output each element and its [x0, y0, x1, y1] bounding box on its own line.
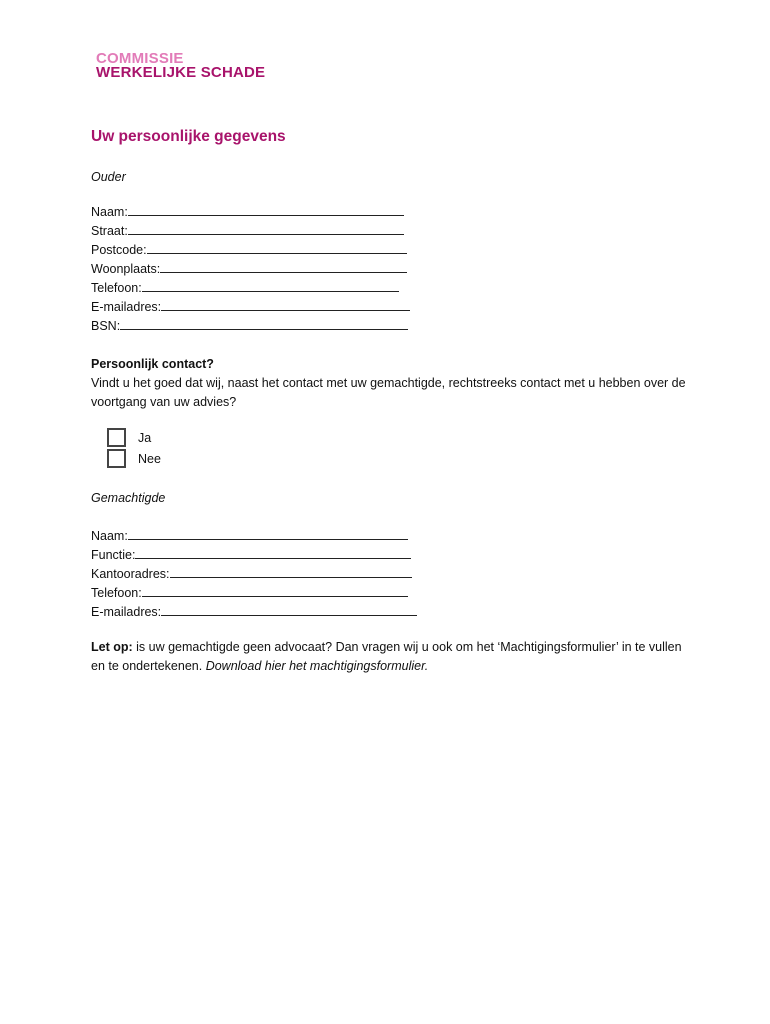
- contact-question: Vindt u het goed dat wij, naast het contact met uw gemachtigde, rechtstreeks contact met u hebben over de voortgang van uw advies?: [91, 376, 686, 409]
- straat-line[interactable]: [128, 223, 404, 235]
- ouder-woonplaats-field[interactable]: Woonplaats:: [91, 260, 410, 279]
- checkbox-nee[interactable]: [107, 449, 126, 468]
- gem-kantooradres-line[interactable]: [170, 566, 412, 578]
- page-title: Uw persoonlijke gegevens: [91, 128, 286, 145]
- logo-line-2: WERKELIJKE SCHADE: [96, 64, 266, 81]
- woonplaats-line[interactable]: [160, 261, 407, 273]
- note-text: is uw gemachtigde geen advocaat? Dan vragen wij u ook om het ‘Machtigingsformulier’ in te vullen en te ondertekenen.: [91, 640, 682, 673]
- option-nee-label: Nee: [138, 452, 161, 466]
- note-lead: Let op:: [91, 640, 133, 654]
- gemachtigde-fields: [91, 527, 417, 622]
- gem-email-line[interactable]: [161, 604, 417, 616]
- gem-functie-line[interactable]: [135, 547, 411, 559]
- ouder-bsn-field[interactable]: BSN:: [91, 317, 410, 336]
- ouder-heading: Ouder: [91, 170, 126, 184]
- gem-telefoon-line[interactable]: [142, 585, 408, 597]
- checkbox-ja[interactable]: [107, 428, 126, 447]
- postcode-line[interactable]: [147, 242, 407, 254]
- option-ja-label: Ja: [138, 431, 152, 445]
- ouder-telefoon-field[interactable]: Telefoon:: [91, 279, 410, 298]
- gem-functie-field[interactable]: Functie:: [91, 546, 417, 565]
- ouder-fields: [91, 203, 410, 336]
- naam-line[interactable]: [128, 204, 404, 216]
- gem-naam-line[interactable]: [128, 528, 408, 540]
- telefoon-line[interactable]: [142, 280, 399, 292]
- gem-kantooradres-field[interactable]: Kantooradres:: [91, 565, 417, 584]
- download-link[interactable]: Download hier het machtigingsformulier.: [205, 659, 429, 673]
- ouder-straat-field[interactable]: Straat:: [91, 222, 410, 241]
- gem-email-field[interactable]: E-mailadres:: [91, 603, 417, 622]
- bsn-line[interactable]: [120, 318, 408, 330]
- gem-telefoon-field[interactable]: Telefoon:: [91, 584, 417, 603]
- note: [91, 638, 691, 676]
- logo: [96, 52, 265, 80]
- gemachtigde-heading: Gemachtigde: [91, 491, 166, 505]
- gem-naam-field[interactable]: Naam:: [91, 527, 417, 546]
- ouder-email-field[interactable]: E-mailadres:: [91, 298, 410, 317]
- email-line[interactable]: [161, 299, 410, 311]
- ouder-naam-field[interactable]: Naam:: [91, 203, 410, 222]
- ouder-postcode-field[interactable]: Postcode:: [91, 241, 410, 260]
- contact-heading: Persoonlijk contact?: [91, 357, 214, 371]
- logo-line-1: COMMISSIE: [96, 50, 184, 67]
